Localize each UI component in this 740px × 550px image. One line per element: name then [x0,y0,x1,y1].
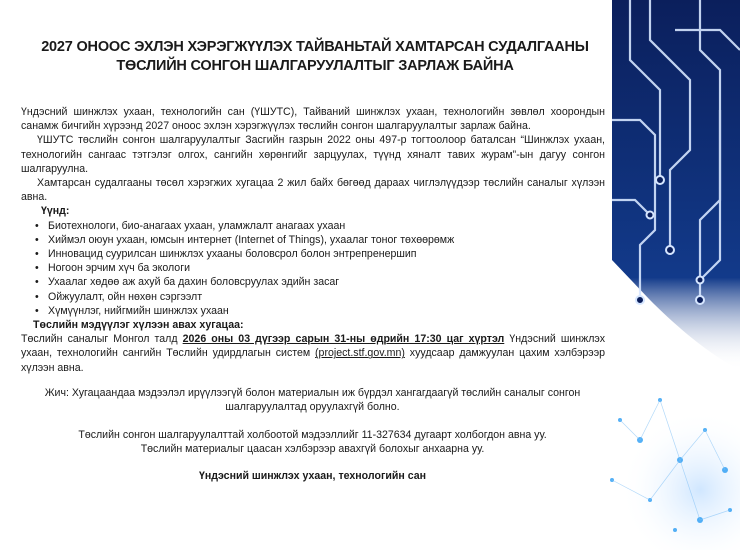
page-title [20,38,610,76]
deadline-heading: Төслийн мэдүүлэг хүлээн авах хугацаа: [33,319,244,332]
contact-info [20,428,605,456]
list-item: • Хиймэл оюун ухаан, юмсын интернет (Internet of Things), ухаалаг тоног төхөөрөмж [35,233,605,247]
deadline-paragraph [21,332,605,375]
note-line: шалгаруулалтад оруулахгүй болно. [225,401,400,414]
list-item: • Инновацид суурилсан шинжлэх ухааны боловсрол болон энтрепренершип [35,247,605,261]
announcement-body [21,105,605,375]
list-item: • Хүмүүнлэг, нийгмийн шинжлэх ухаан [35,304,605,318]
contact-line: Төслийн сонгон шалгаруулалттай холбоотой мэдээллийг 11-327634 дугаарт холбогдон авна уу. [78,429,547,441]
contact-line: Төслийн материалыг цаасан хэлбэрээр авахгүй болохыг анхаарна уу. [140,443,485,456]
deadline-text: хуудсаар дамжуулан цахим хэлбэрээр хүлээн авна. [21,347,605,374]
intro-paragraph-3: Хамтарсан судалгааны төсөл хэрэгжих хугацаа 2 жил байх бөгөөд дараах чиглэлүүдээр төслийн саналыг хүлээн авна. [21,177,605,204]
deadline-date: 2026 оны 03 дүгээр сарын 31-ны өдрийн 17:30 цаг хүртэл [182,333,505,346]
list-item: • Ойжуулалт, ойн нөхөн сэргээлт [35,290,605,304]
list-item: • Биотехнологи, био-анагаах ухаан, уламжлалт анагаах ухаан [35,219,605,233]
note-line: Жич: Хугацаандаа мэдээлэл ирүүлээгүй болон материалын иж бүрдэл хангагдаагүй төслийн саналыг сонгон [44,387,581,399]
title-line-2: ТӨСЛИЙН СОНГОН ШАЛГАРУУЛАЛТЫГ ЗАРЛАЖ БАЙНА [116,58,514,74]
list-item: • Ухаалаг хөдөө аж ахуй ба дахин боловсруулах эдийн засаг [35,275,605,289]
deadline-text: Төслийн саналыг Монгол талд [21,333,183,346]
areas-heading: Үүнд: [41,205,70,218]
research-areas-list [21,219,605,318]
signature: Үндэсний шинжлэх ухаан, технологийн сан [198,470,427,482]
intro-paragraph-1: Үндэсний шинжлэх ухаан, технологийн сан (ҮШУТС), Тайваний шинжлэх ухаан, технологийн зөвлөл хоорондын санамж бичгийн хүрээнд 2027 оноос эхлэн хэрэгжүүлэх төслийн сонгон шалгаруулалтыг зарлаж байна. [21,106,605,133]
deadline-text: Үндэсний шинжлэх ухаан, технологийн сангийн Төслийн удирдлагын систем [21,333,606,360]
title-line-1: 2027 ОНООС ЭХЛЭН ХЭРЭГЖҮҮЛЭХ ТАЙВАНЬТАЙ ХАМТАРСАН СУДАЛГААНЫ [41,39,589,55]
intro-paragraph-2: ҮШУТС төслийн сонгон шалгаруулалтыг Засгийн газрын 2022 оны 497-р тогтоолоор баталсан “Шинжлэх ухаан, технологийн сангаас тэтгэлэг олгох, сангийн хөрөнгийг зарцуулах, түүнд хяналт тавих журам”-ын дагуу сонгон шалгаруулна. [21,134,605,175]
list-item: • Ногоон эрчим хүч ба экологи [35,261,605,275]
project-system-link[interactable]: (project.stf.gov.mn) [315,347,405,360]
note [20,386,605,414]
